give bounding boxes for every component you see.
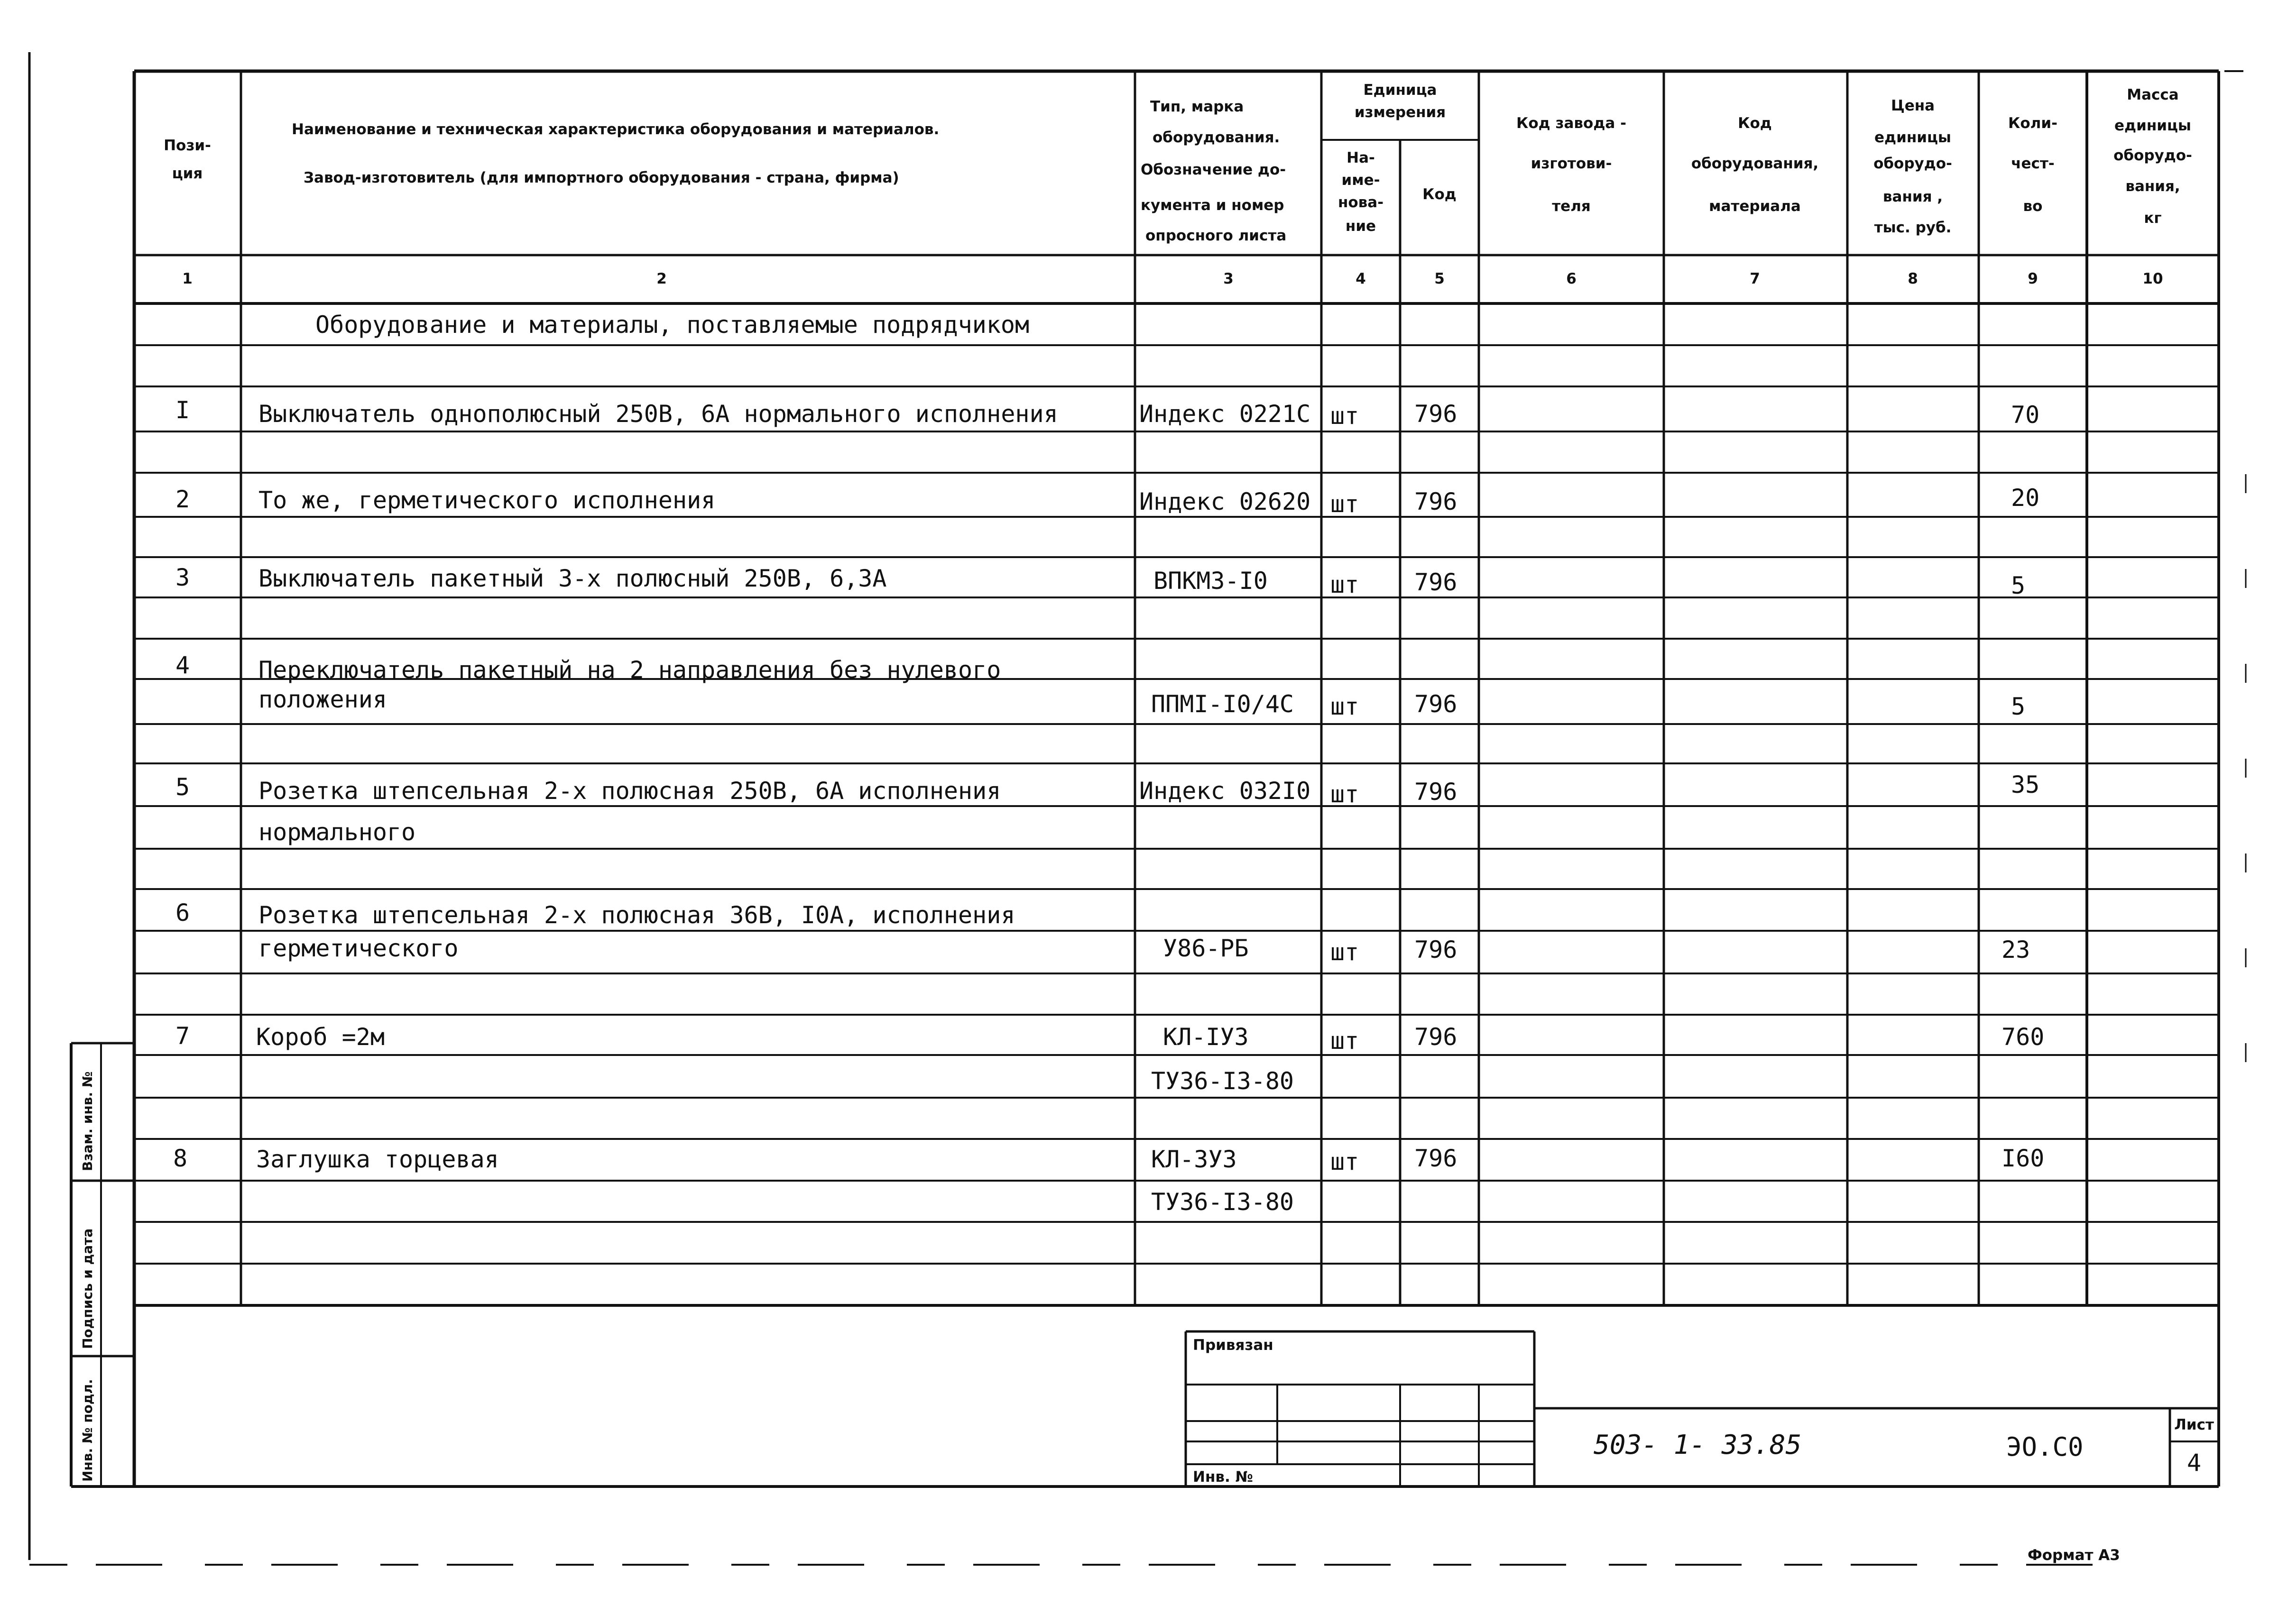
header-mass-2: единицы	[2114, 117, 2191, 134]
header-unit-code: Код	[1422, 186, 1457, 203]
header-factory-2: изготови-	[1531, 155, 1612, 172]
col-number: 8	[1908, 270, 1918, 287]
header-qty-3: во	[2023, 198, 2043, 215]
header-price-2: единицы	[1874, 129, 1951, 146]
header-equip-code-3: материала	[1709, 198, 1801, 215]
row-qty: 5	[2011, 572, 2026, 599]
header-type-2: оборудования.	[1153, 129, 1280, 146]
row-type: Индекс 032I0	[1139, 777, 1311, 805]
row-type: У86-РБ	[1163, 935, 1249, 962]
row-position: 7	[175, 1022, 190, 1050]
header-price-1: Цена	[1891, 97, 1935, 114]
row-unit: шт	[1330, 1027, 1359, 1055]
header-unit-name-2: име-	[1341, 172, 1380, 189]
row-type: КЛ-IУ3	[1163, 1023, 1249, 1051]
col-number: 10	[2142, 270, 2163, 287]
header-equip-code-2: оборудования,	[1691, 155, 1819, 172]
row-type: Индекс 0221С	[1139, 400, 1311, 428]
header-mass-3: оборудо-	[2113, 147, 2192, 164]
row-unit: шт	[1330, 780, 1359, 808]
header-unit-group-1: Единица	[1363, 82, 1437, 99]
row-code: 796	[1414, 1145, 1457, 1172]
side-label-inv-podl: Инв. № подл.	[80, 1379, 95, 1482]
row-qty: 5	[2011, 693, 2026, 720]
section-title: Оборудование и материалы, поставляемые подрядчиком	[315, 311, 1030, 339]
sheet-number: 4	[2186, 1449, 2202, 1477]
header-name-line1: Наименование и техническая характеристика оборудования и материалов.	[292, 121, 940, 138]
row-position: 8	[173, 1145, 188, 1172]
row-name: То же, герметического исполнения	[258, 486, 716, 514]
row-name-cont: положения	[258, 686, 387, 713]
stamp-privyazan: Привязан	[1193, 1337, 1273, 1354]
header-position: Пози- ция	[164, 137, 211, 182]
header-price-4: вания ,	[1882, 188, 1943, 205]
side-label-vzam: Взам. инв. №	[80, 1071, 95, 1171]
row-name: Короб =2м	[256, 1023, 385, 1051]
row-qty: 760	[2002, 1023, 2045, 1051]
col-number: 6	[1566, 270, 1577, 287]
header-mass-5: кг	[2144, 210, 2162, 227]
col-number: 3	[1223, 270, 1234, 287]
col-number: 9	[2028, 270, 2038, 287]
row-name-cont: герметического	[258, 935, 459, 962]
row-type: Индекс 02620	[1139, 488, 1311, 515]
row-type-cont: ТУ36-I3-80	[1151, 1067, 1294, 1095]
row-unit: шт	[1330, 402, 1359, 430]
header-type-5: опросного листа	[1145, 227, 1287, 244]
row-unit: шт	[1330, 693, 1359, 720]
row-name: Розетка штепсельная 2-х полюсная 250В, 6А исполнения	[258, 777, 1001, 805]
header-mass-4: вания,	[2125, 178, 2180, 195]
row-type: КЛ-3У3	[1151, 1146, 1237, 1173]
row-code: 796	[1414, 1023, 1457, 1051]
row-position: 2	[175, 486, 190, 513]
header-unit-name-4: ние	[1345, 218, 1376, 235]
header-unit-name-1: На-	[1347, 149, 1375, 166]
row-unit: шт	[1330, 938, 1359, 966]
row-code: 796	[1414, 569, 1457, 596]
row-position: I	[175, 396, 190, 424]
row-type: ППМI-I0/4С	[1151, 690, 1294, 718]
header-unit-name-3: нова-	[1337, 194, 1384, 211]
row-unit: шт	[1330, 490, 1359, 518]
row-name: Выключатель однополюсный 250В, 6А нормального исполнения	[258, 400, 1058, 428]
header-equip-code-1: Код	[1738, 115, 1772, 132]
header-unit-group-2: измерения	[1354, 104, 1446, 121]
sheet-code: ЭО.С0	[2006, 1432, 2084, 1462]
row-type-cont: ТУ36-I3-80	[1151, 1188, 1294, 1216]
row-code: 796	[1414, 488, 1457, 515]
format-label: Формат А3	[2028, 1547, 2120, 1564]
document-code: 503- 1- 33.85	[1594, 1430, 1802, 1460]
col-number: 2	[656, 270, 667, 287]
row-position: 5	[175, 773, 190, 801]
row-position: 4	[175, 651, 190, 679]
header-mass-1: Масса	[2127, 86, 2179, 103]
row-name: Розетка штепсельная 2-х полюсная 36В, I0А, исполнения	[258, 901, 1015, 929]
header-factory-3: теля	[1552, 198, 1591, 215]
col-number: 7	[1750, 270, 1760, 287]
row-qty: 20	[2011, 484, 2040, 512]
row-code: 796	[1414, 936, 1457, 963]
side-label-podpis: Подпись и дата	[80, 1228, 95, 1349]
row-type: ВПКМ3-I0	[1153, 567, 1268, 595]
row-name: Выключатель пакетный 3-х полюсный 250В, 6,3А	[258, 565, 887, 592]
sheet-label: Лист	[2174, 1416, 2214, 1433]
row-qty: I60	[2002, 1145, 2045, 1172]
row-position: 6	[175, 899, 190, 927]
row-name: Заглушка торцевая	[256, 1146, 499, 1173]
header-type-4: кумента и номер	[1141, 197, 1284, 214]
header-name-line2: Завод-изготовитель (для импортного оборудования - страна, фирма)	[304, 169, 899, 186]
col-number: 4	[1356, 270, 1366, 287]
header-type-1: Тип, марка	[1150, 98, 1244, 115]
header-price-3: оборудо-	[1873, 155, 1952, 172]
row-qty: 70	[2011, 401, 2040, 429]
row-code: 796	[1414, 400, 1457, 428]
row-qty: 35	[2011, 771, 2040, 798]
header-qty-1: Коли-	[2008, 115, 2057, 132]
header-factory-1: Код завода -	[1516, 115, 1626, 132]
row-name-cont: нормального	[258, 818, 416, 846]
row-qty: 23	[2002, 936, 2030, 963]
header-type-3: Обозначение до-	[1141, 161, 1286, 178]
row-name: Переключатель пакетный на 2 направления без нулевого	[258, 656, 1001, 684]
col-number: 1	[182, 270, 193, 287]
row-code: 796	[1414, 778, 1457, 806]
header-qty-2: чест-	[2011, 155, 2055, 172]
row-code: 796	[1414, 690, 1457, 718]
row-unit: шт	[1330, 571, 1359, 598]
row-position: 3	[175, 564, 190, 591]
header-price-5: тыс. руб.	[1874, 219, 1952, 236]
col-number: 5	[1434, 270, 1445, 287]
stamp-inv-no: Инв. №	[1193, 1468, 1253, 1486]
row-unit: шт	[1330, 1148, 1359, 1175]
